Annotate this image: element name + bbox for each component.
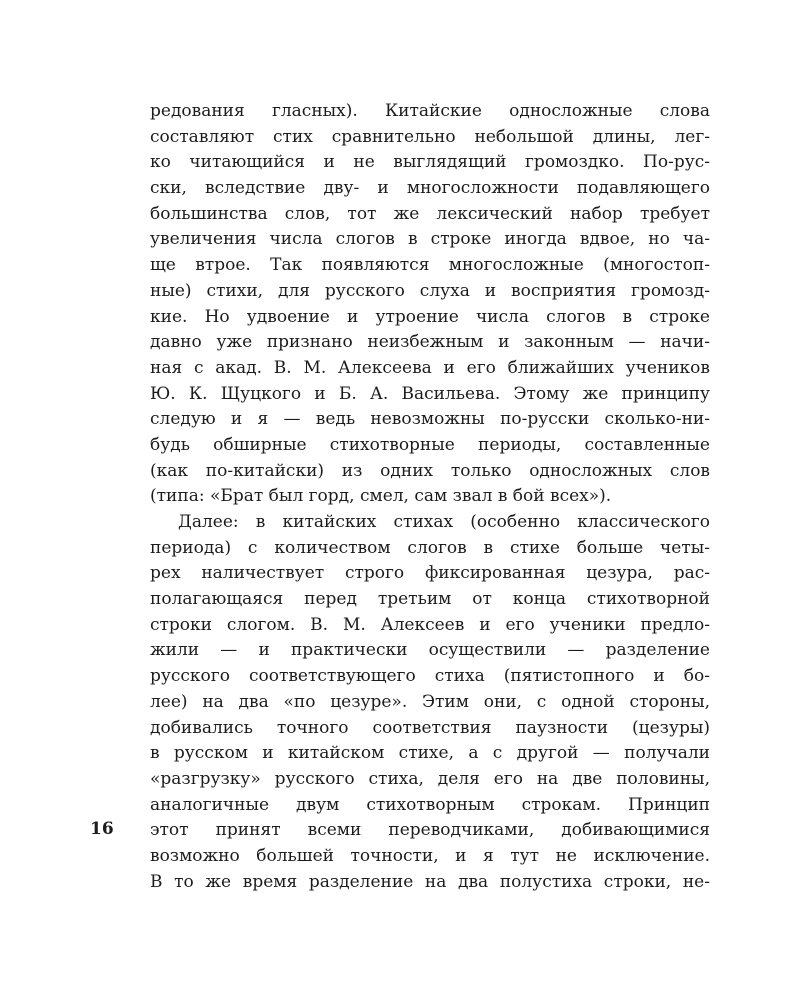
- text-line: строки слогом. В. М. Алексеев и его ученики предло-: [150, 614, 710, 635]
- text-line: полагающаяся перед третьим от конца стихотворной: [150, 589, 710, 610]
- text-line: ски, вследствие дву- и многосложности подавляющего: [150, 178, 710, 199]
- text-line: следую и я — ведь невозможны по-русски сколько-ни-: [150, 409, 710, 430]
- page-number: 16: [90, 819, 114, 839]
- text-line: жили — и практически осуществили — разделение: [150, 640, 710, 661]
- text-line: ще втрое. Так появляются многосложные (многостоп-: [150, 255, 710, 276]
- paragraph-2: [150, 510, 710, 895]
- text-line: (типа: «Брат был горд, смел, сам звал в бой всех»).: [150, 486, 612, 507]
- text-line: этот принят всеми переводчиками, добивающимися: [150, 820, 710, 841]
- text-line: периода) с количеством слогов в стихе больше четы-: [150, 537, 710, 558]
- text-line: ко читающийся и не выглядящий громоздко. По-рус-: [150, 152, 710, 173]
- text-line: будь обширные стихотворные периоды, составленные: [150, 434, 710, 455]
- paragraph-1: [150, 99, 710, 510]
- text-line: большинства слов, тот же лексический набор требует: [150, 203, 710, 224]
- text-line: (как по-китайски) из одних только односложных слов: [150, 460, 710, 481]
- text-line: давно уже признано неизбежным и законным — начи-: [150, 332, 710, 353]
- text-line: Далее: в китайских стихах (особенно классического: [178, 512, 710, 532]
- text-line: добивались точного соответствия паузности (цезуры): [150, 717, 710, 738]
- body-text: [150, 99, 710, 895]
- text-line: возможно большей точности, и я тут не исключение.: [150, 845, 710, 866]
- text-line: В то же время разделение на два полустиха строки, не-: [150, 871, 710, 892]
- text-line: рех наличествует строго фиксированная цезура, рас-: [150, 563, 710, 584]
- text-line: Ю. К. Щуцкого и Б. А. Васильева. Этому же принципу: [150, 383, 710, 404]
- text-line: в русском и китайском стихе, а с другой — получали: [150, 743, 710, 764]
- text-line: лее) на два «по цезуре». Этим они, с одной стороны,: [150, 691, 710, 712]
- text-line: ные) стихи, для русского слуха и восприятия громозд-: [150, 280, 710, 301]
- text-line: «разгрузку» русского стиха, деля его на две половины,: [150, 768, 710, 789]
- text-line: составляют стих сравнительно небольшой длины, лег-: [150, 126, 710, 147]
- text-line: увеличения числа слогов в строке иногда вдвое, но ча-: [150, 229, 710, 250]
- text-line: редования гласных). Китайские односложные слова: [150, 101, 710, 121]
- text-line: аналогичные двум стихотворным строкам. Принцип: [150, 794, 710, 815]
- text-line: кие. Но удвоение и утроение числа слогов в строке: [150, 306, 710, 327]
- text-line: ная с акад. В. М. Алексеева и его ближайших учеников: [150, 357, 710, 378]
- text-line: русского соответствующего стиха (пятистопного и бо-: [150, 666, 710, 687]
